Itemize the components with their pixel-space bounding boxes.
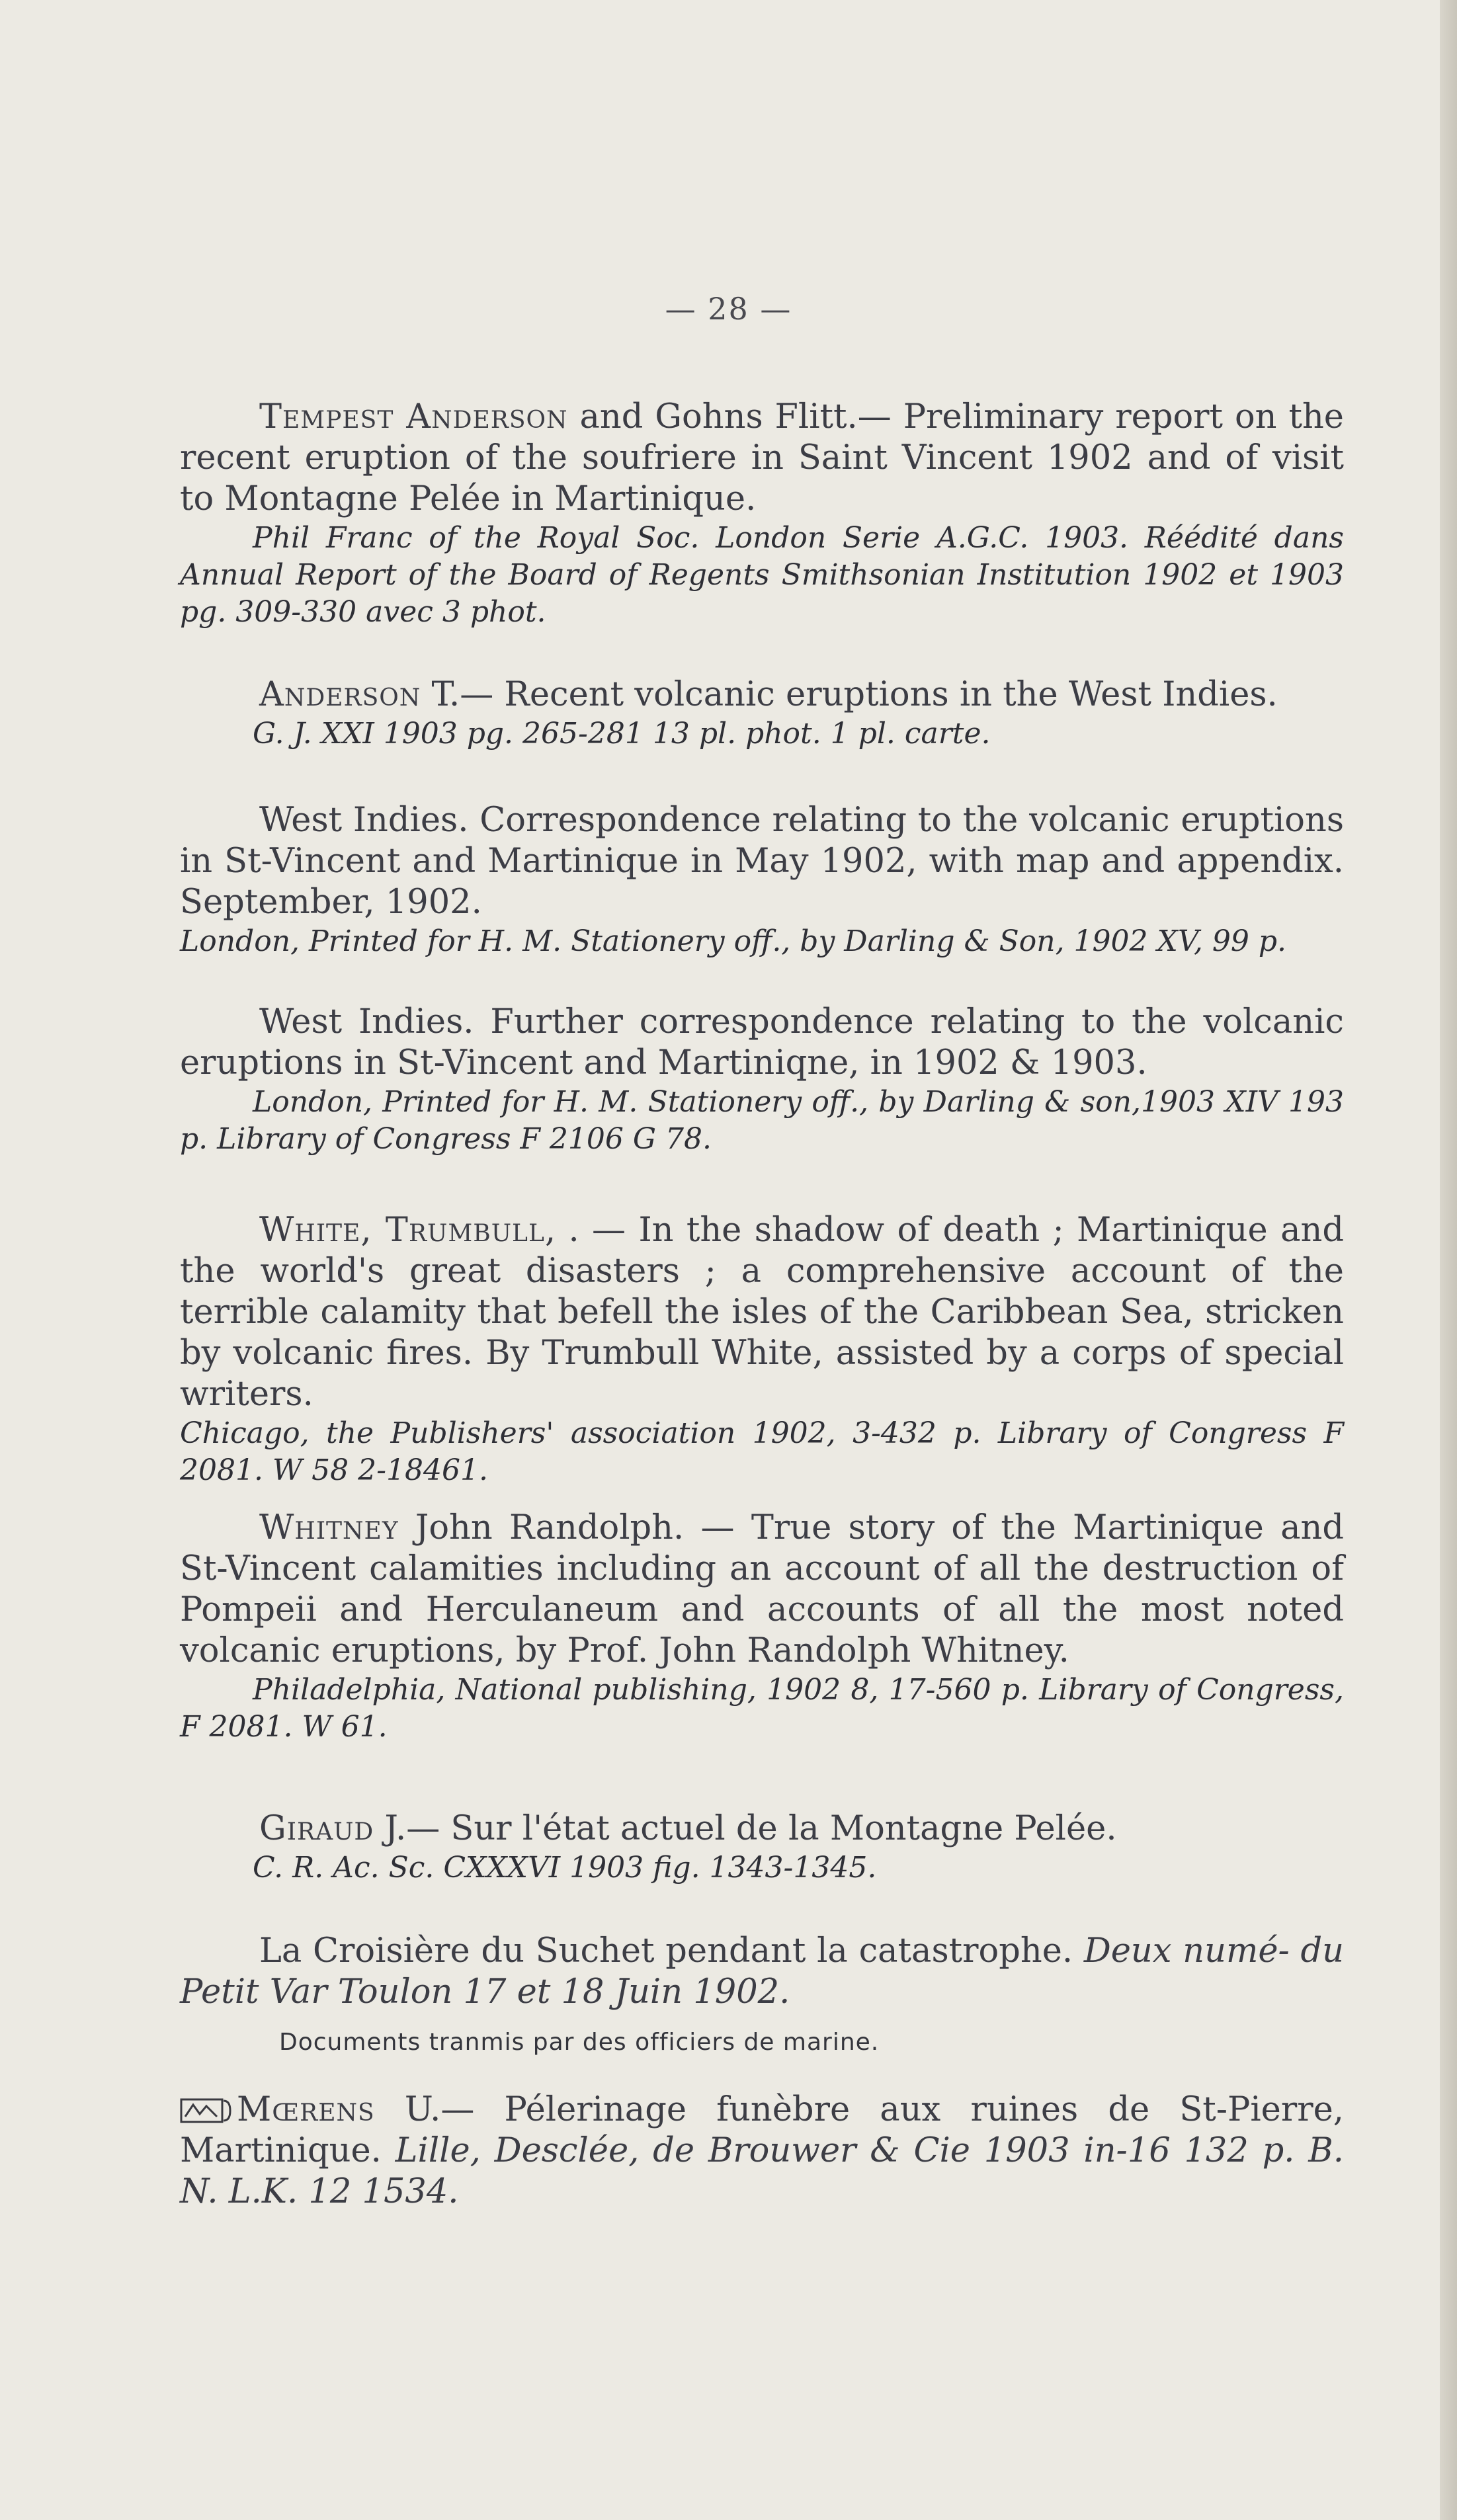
entry-text: J.— Sur l'état actuel de la Montagne Pelée. (374, 1809, 1117, 1848)
bib-entry-giraud (180, 1809, 1344, 1887)
bib-entry-croisiere-suchet (180, 1931, 1344, 2063)
entry-author: Tempest Anderson (259, 397, 568, 436)
bib-entry-west-indies-correspondence (180, 800, 1344, 960)
entry-text: T.— Recent volcanic eruptions in the West Indies. (421, 675, 1278, 714)
entry-text: , . — In the shadow of death ; Martinique and the world's great disasters ; a comprehensive account of the terrible calamity that befell the isles of the Caribbean Sea, stricken by volcanic fires. By Trumbull White, assisted by a corps of special writers. (180, 1211, 1344, 1414)
entry-publication: Phil Franc of the Royal Soc. London Serie A.G.C. 1903. Réédité dans Annual Report of the Board of Regents Smithsonian Institution 1902 et 1903 pg. 309-330 avec 3 phot. (180, 521, 1344, 629)
entry-author: White, Trumbull (259, 1211, 545, 1250)
bib-entry-west-indies-further (180, 1002, 1344, 1158)
page-number: — 28 — (665, 291, 792, 327)
entry-publication: Chicago, the Publishers' association 1902, 3-432 p. Library of Congress F 2081. W 58 2-18461. (180, 1416, 1344, 1487)
entry-author: Giraud (259, 1809, 374, 1848)
bib-entry-tempest-anderson (180, 397, 1344, 631)
bib-entry-anderson (180, 674, 1344, 752)
entry-publication: London, Printed for H. M. Stationery off., by Darling & son,1903 XIV 193 p. Library of Congress F 2106 G 78. (180, 1085, 1344, 1156)
entry-publication: C. R. Ac. Sc. CXXXVI 1903 fig. 1343-1345. (253, 1851, 877, 1885)
entry-note: Documents tranmis par des officiers de marine. (279, 2029, 880, 2056)
bib-entry-white-trumbull (180, 1210, 1344, 1489)
entry-author: Whitney (259, 1508, 399, 1547)
entry-publication: Lille, Desclée, de Brouwer & Cie 1903 in-16 132 p. B. N. L.K. 12 1534. (180, 2131, 1344, 2211)
entry-text: and Gohns Flitt.— Preliminary report (567, 397, 1224, 436)
entry-text: U.— Pélerinage funèbre aux ruines de St-Pierre, Martinique. (180, 2090, 1344, 2170)
entry-text: West Indies. Correspondence relating to the volcanic eruptions in St-Vincent and Martinique in May 1902, with map and appendix. September, 1902. (180, 801, 1344, 922)
entry-text: John Randolph. — True story of the Martinique and St-Vincent calamities including an account of all the destruction of Pompeii and Herculaneum and accounts of all the most noted volcanic eruptions, by Prof. John Randolph Whitney. (180, 1508, 1344, 1670)
entry-text: La Croisière du Suchet pendant la catastrophe. (259, 1931, 1073, 1971)
bib-entry-moerens (180, 2090, 1344, 2213)
entry-title: on the recent eruption of the soufriere in Saint Vincent 1902 and of visit to Montagne Pelée in Martinique. (180, 397, 1344, 518)
page-edge (1440, 0, 1457, 2520)
entry-text: West Indies. Further correspondence relating to the volcanic eruptions in St-Vincent and Martiniqne, in 1902 & 1903. (180, 1002, 1344, 1082)
entry-publication: Philadelphia, National publishing, 1902 8, 17-560 p. Library of Congress, F 2081. W 61. (180, 1673, 1344, 1744)
hand-stamp-icon (180, 2097, 234, 2125)
entry-author: Mœrens (237, 2090, 375, 2129)
entry-publication: Deux numé- du Petit Var Toulon 17 et 18 Juin 1902. (180, 1931, 1345, 2012)
entry-publication: London, Printed for H. M. Stationery off., by Darling & Son, 1902 XV, 99 p. (180, 924, 1287, 958)
entry-publication: G. J. XXI 1903 pg. 265-281 13 pl. phot. 1 pl. carte. (253, 717, 991, 751)
entry-author: Anderson (259, 675, 421, 714)
bib-entry-whitney (180, 1508, 1344, 1746)
